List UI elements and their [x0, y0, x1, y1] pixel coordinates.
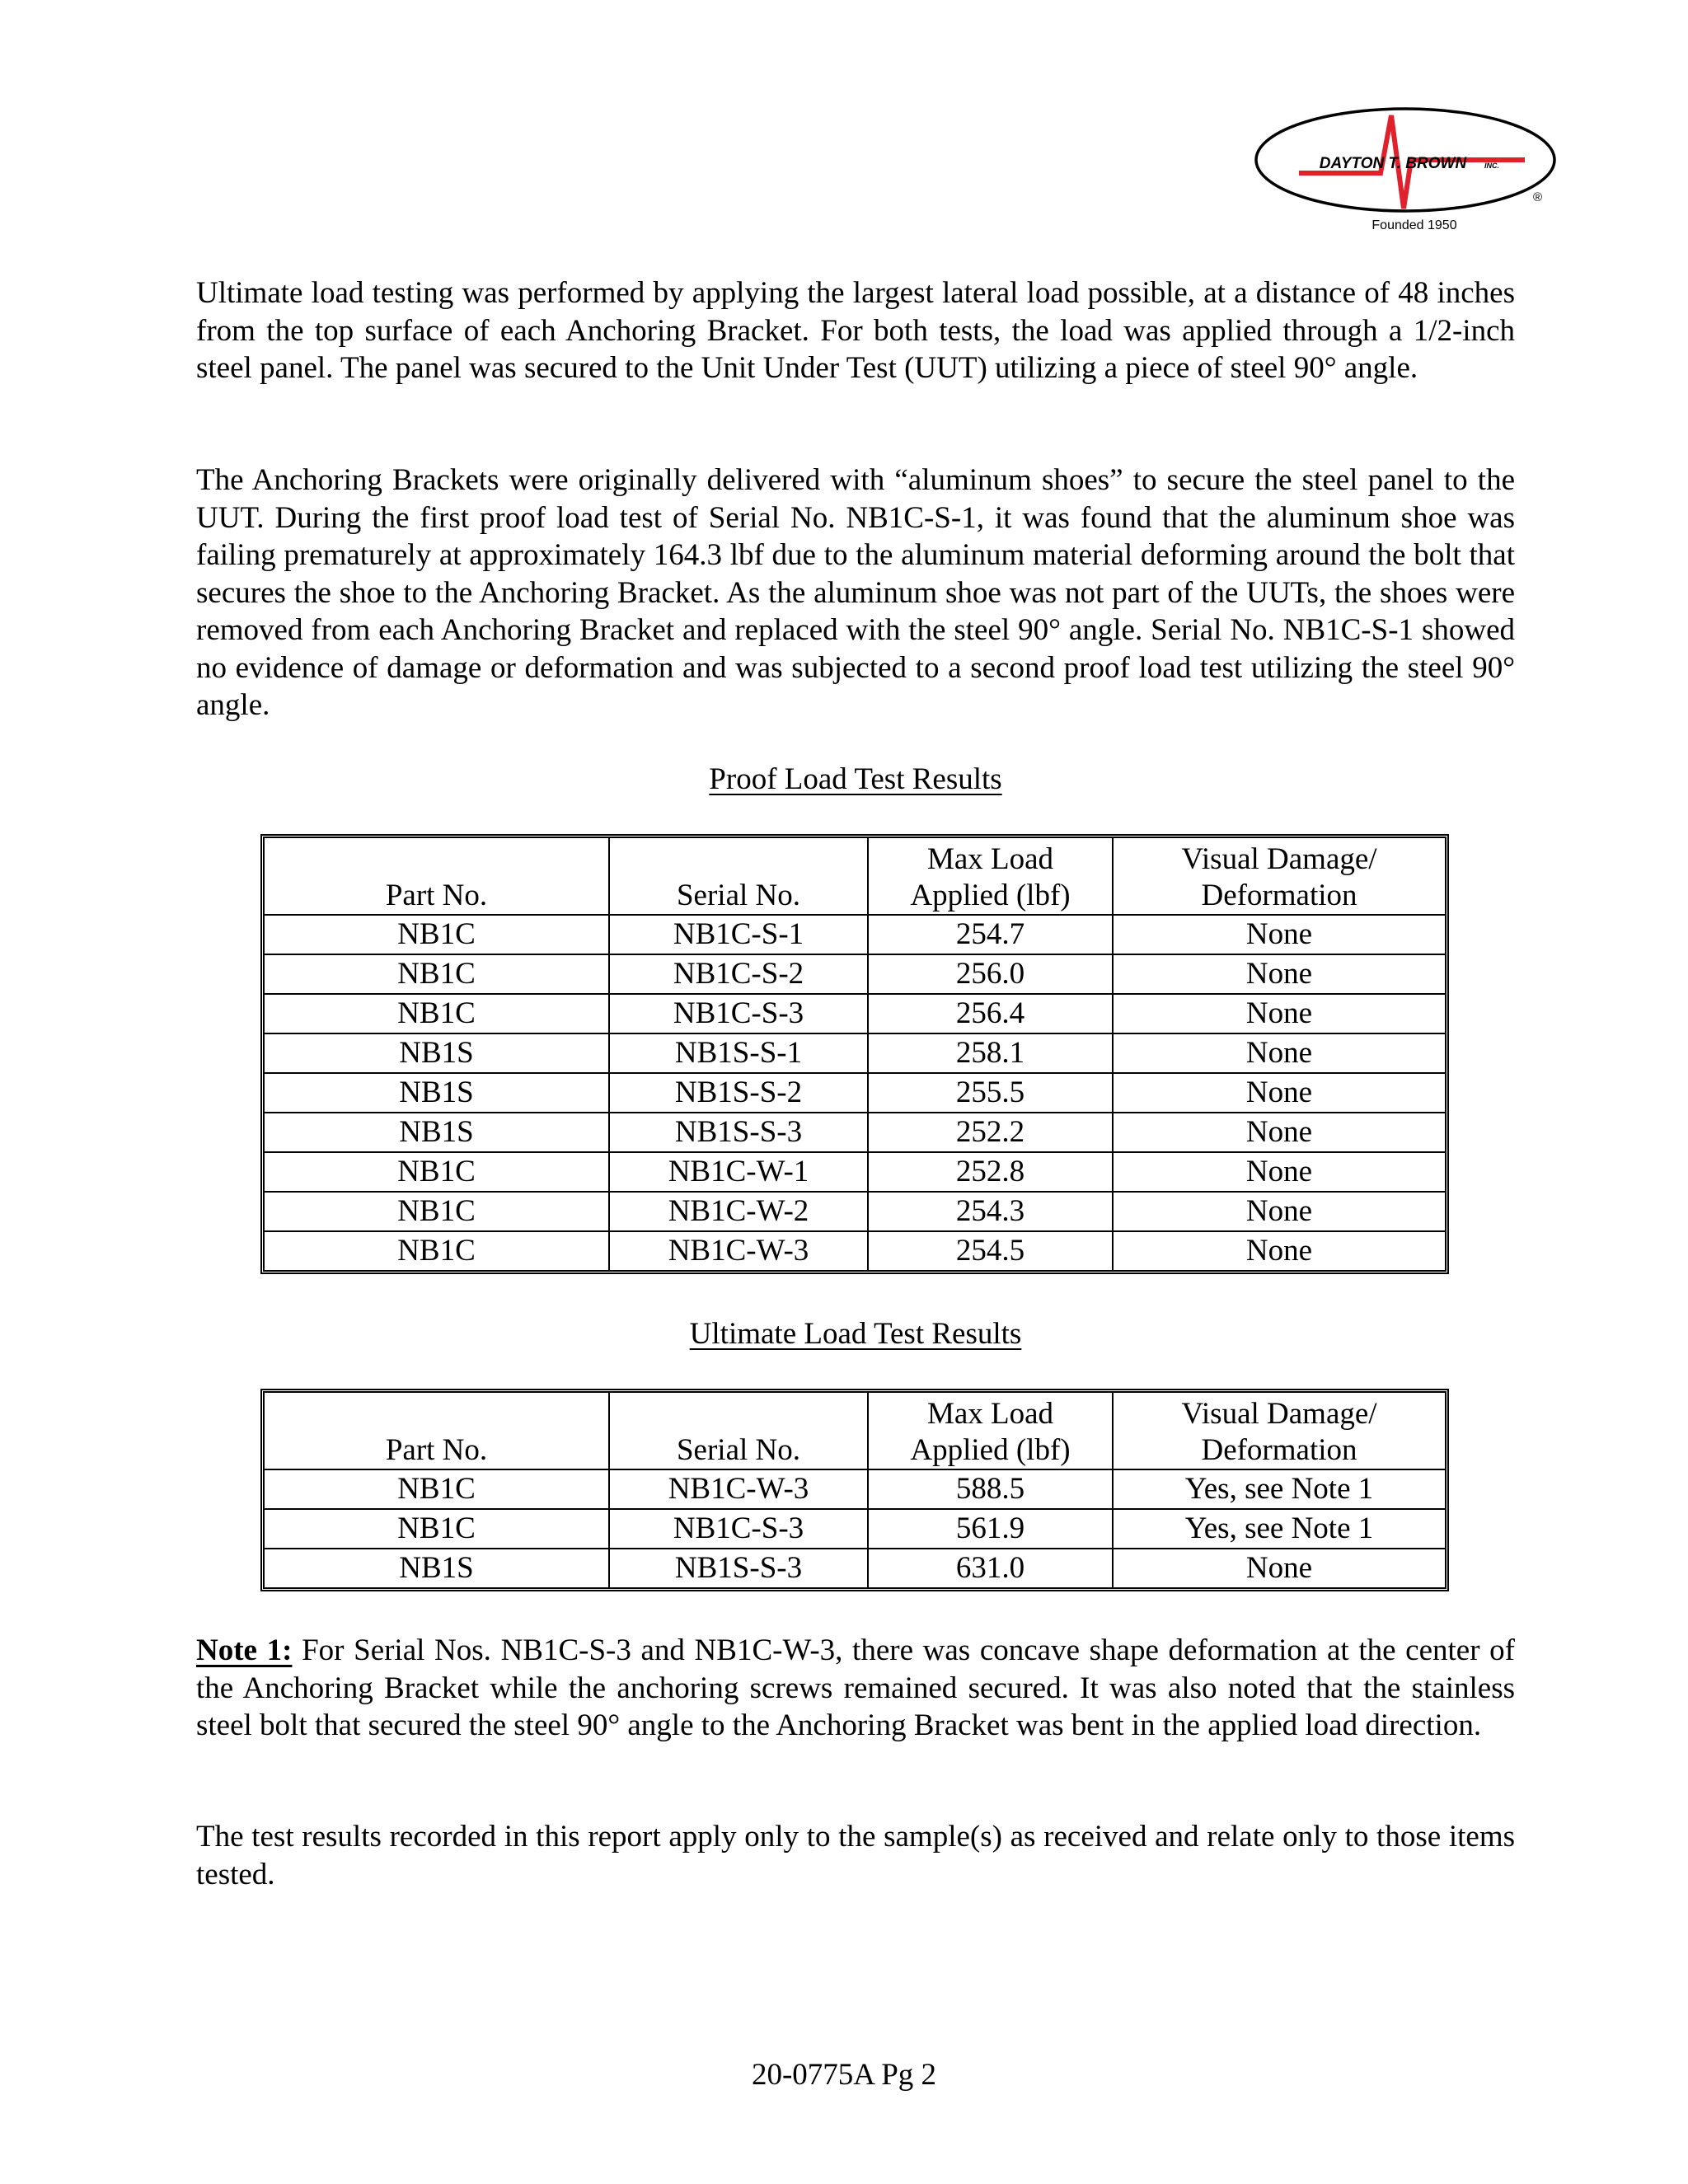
intro-paragraph: Ultimate load testing was performed by applying the largest lateral load possible, at a distance of 48 inches from the top surface of each Anchoring Bracket. For both tests, the load was applied through a 1/2-inch steel panel. The panel was secured to the Unit Under Test (UUT) utilizing a piece of steel 90° angle.: [196, 276, 1515, 385]
cell-max-load: 254.7: [868, 915, 1113, 954]
cell-max-load: 254.3: [868, 1192, 1113, 1231]
header-visual-damage-line2: Deformation: [1201, 1433, 1357, 1467]
cell-visual-damage: None: [1113, 1152, 1445, 1192]
ultimate-load-table: [260, 1389, 1449, 1591]
header-max-load-line1: Max Load: [926, 842, 1054, 876]
table-row: [265, 1509, 1445, 1549]
cell-part-no: NB1C: [265, 1231, 609, 1270]
cell-part-no: NB1C: [265, 994, 609, 1033]
logo-suffix-text: INC.: [1484, 162, 1499, 170]
header-max-load-line2: Applied (lbf): [910, 1433, 1071, 1467]
table-header-row: [265, 1393, 1445, 1469]
header-max-load-line1: Max Load: [926, 1397, 1054, 1431]
cell-serial-no: NB1S-S-3: [609, 1113, 868, 1152]
cell-visual-damage: None: [1113, 1113, 1445, 1152]
cell-serial-no: NB1C-S-2: [609, 954, 868, 994]
cell-serial-no: NB1S-S-2: [609, 1073, 868, 1113]
cell-visual-damage: None: [1113, 1033, 1445, 1073]
cell-max-load: 588.5: [868, 1469, 1113, 1509]
proof-table-title: [196, 761, 1515, 798]
disclaimer-paragraph: The test results recorded in this report apply only to the sample(s) as received and relate only to those items tested.: [196, 1820, 1515, 1891]
cell-visual-damage: None: [1113, 994, 1445, 1033]
cell-part-no: NB1S: [265, 1113, 609, 1152]
cell-max-load: 252.2: [868, 1113, 1113, 1152]
table-row: [265, 1192, 1445, 1231]
header-serial-no: Serial No.: [609, 1393, 868, 1469]
cell-part-no: NB1C: [265, 1192, 609, 1231]
cell-part-no: NB1S: [265, 1549, 609, 1587]
table-row: [265, 954, 1445, 994]
cell-visual-damage: None: [1113, 1192, 1445, 1231]
header-visual-damage-line2: Deformation: [1201, 879, 1357, 912]
cell-max-load: 631.0: [868, 1549, 1113, 1587]
company-logo: [1253, 105, 1566, 237]
cell-serial-no: NB1C-W-3: [609, 1231, 868, 1270]
cell-visual-damage: None: [1113, 1073, 1445, 1113]
note-1-text: For Serial Nos. NB1C-S-3 and NB1C-W-3, there was concave shape deformation at the center of the Anchoring Bracket while the anchoring screws remained secured. It was also noted that the stainless steel bolt that secured the steel 90° angle to the Anchoring Bracket was bent in the applied load direction.: [196, 1633, 1516, 1742]
table-row: [265, 1033, 1445, 1073]
cell-max-load: 256.0: [868, 954, 1113, 994]
header-max-load-line2: Applied (lbf): [910, 879, 1071, 912]
table-row: [265, 915, 1445, 954]
header-part-no: Part No.: [265, 838, 609, 915]
cell-serial-no: NB1S-S-3: [609, 1549, 868, 1587]
table-row: [265, 1231, 1445, 1270]
cell-max-load: 254.5: [868, 1231, 1113, 1270]
table-row: [265, 994, 1445, 1033]
proof-load-table: [260, 834, 1449, 1274]
proof-table-title-text: Proof Load Test Results: [709, 762, 1002, 796]
table-row: [265, 1113, 1445, 1152]
header-visual-damage-line1: Visual Damage/: [1181, 1397, 1377, 1431]
cell-part-no: NB1C: [265, 1509, 609, 1549]
cell-part-no: NB1S: [265, 1073, 609, 1113]
cell-max-load: 255.5: [868, 1073, 1113, 1113]
cell-part-no: NB1C: [265, 1469, 609, 1509]
cell-part-no: NB1C: [265, 915, 609, 954]
table-row: [265, 1073, 1445, 1113]
header-visual-damage: [1113, 838, 1445, 915]
cell-visual-damage: None: [1113, 915, 1445, 954]
cell-serial-no: NB1C-W-2: [609, 1192, 868, 1231]
cell-visual-damage: Yes, see Note 1: [1113, 1509, 1445, 1549]
cell-part-no: NB1C: [265, 1152, 609, 1192]
cell-serial-no: NB1C-S-3: [609, 994, 868, 1033]
ultimate-table-title-text: Ultimate Load Test Results: [689, 1317, 1022, 1351]
cell-serial-no: NB1C-W-1: [609, 1152, 868, 1192]
cell-max-load: 256.4: [868, 994, 1113, 1033]
header-max-load: [868, 838, 1113, 915]
cell-max-load: 258.1: [868, 1033, 1113, 1073]
cell-serial-no: NB1S-S-1: [609, 1033, 868, 1073]
table-header-row: [265, 838, 1445, 915]
cell-max-load: 561.9: [868, 1509, 1113, 1549]
aluminum-shoe-paragraph: The Anchoring Brackets were originally delivered with “aluminum shoes” to secure the steel panel to the UUT. During the first proof load test of Serial No. NB1C-S-1, it was found that the aluminum shoe was failing prematurely at approximately 164.3 lbf due to the aluminum material deforming around the bolt that secures the shoe to the Anchoring Bracket. As the aluminum shoe was not part of the UUTs, the shoes were removed from each Anchoring Bracket and replaced with the steel 90° angle. Serial No. NB1C-S-1 showed no evidence of damage or deformation and was subjected to a second proof load test utilizing the steel 90° angle.: [196, 463, 1515, 722]
cell-serial-no: NB1C-S-1: [609, 915, 868, 954]
table-row: [265, 1469, 1445, 1509]
cell-serial-no: NB1C-W-3: [609, 1469, 868, 1509]
header-serial-no: Serial No.: [609, 838, 868, 915]
logo-registered-mark: ®: [1533, 190, 1543, 204]
header-part-no: Part No.: [265, 1393, 609, 1469]
note-1-label: Note 1:: [196, 1633, 293, 1667]
cell-serial-no: NB1C-S-3: [609, 1509, 868, 1549]
header-visual-damage: [1113, 1393, 1445, 1469]
ultimate-table-title: [196, 1315, 1515, 1352]
header-visual-damage-line1: Visual Damage/: [1181, 842, 1377, 876]
logo-graphic: [1253, 105, 1566, 237]
note-1-paragraph: [196, 1632, 1515, 1745]
table-row: [265, 1152, 1445, 1192]
logo-brand-text: DAYTON T. BROWN: [1319, 155, 1467, 172]
cell-visual-damage: Yes, see Note 1: [1113, 1469, 1445, 1509]
cell-visual-damage: None: [1113, 1549, 1445, 1587]
table-row: [265, 1549, 1445, 1587]
cell-max-load: 252.8: [868, 1152, 1113, 1192]
cell-visual-damage: None: [1113, 954, 1445, 994]
cell-part-no: NB1S: [265, 1033, 609, 1073]
header-max-load: [868, 1393, 1113, 1469]
logo-founded-text: Founded 1950: [1372, 218, 1457, 232]
page-footer: 20-0775A Pg 2: [751, 2058, 937, 2092]
cell-visual-damage: None: [1113, 1231, 1445, 1270]
cell-part-no: NB1C: [265, 954, 609, 994]
